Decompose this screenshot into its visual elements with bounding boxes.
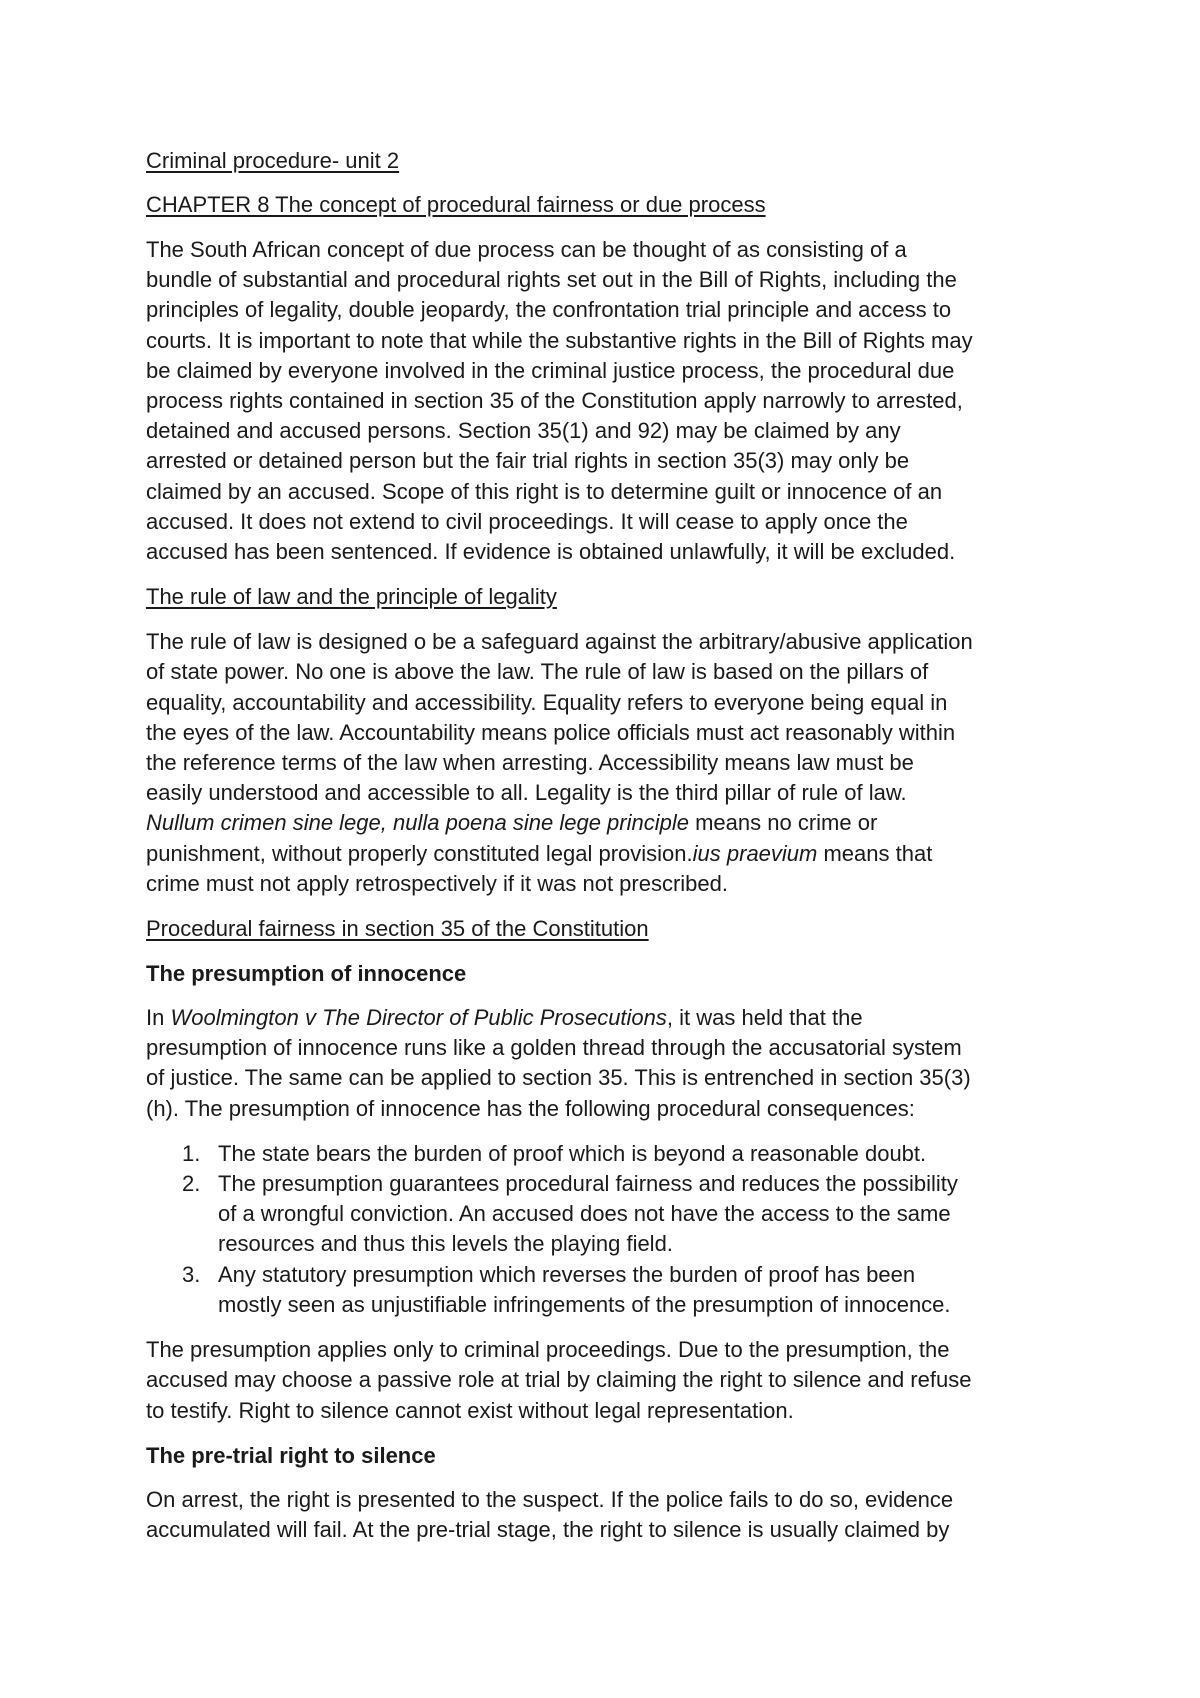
text-line: The South African concept of due process can be thought of as consisting of a: [146, 237, 907, 262]
text-line: accused. It does not extend to civil proceedings. It will cease to apply once the: [146, 508, 908, 534]
latin-term: ius praevium: [692, 840, 818, 866]
text-line: mostly seen as unjustifiable infringements of the presumption of innocence.: [218, 1291, 951, 1317]
text-line: accumulated will fail. At the pre-trial stage, the right to silence is usually claimed by: [146, 1516, 950, 1542]
text-line: equality, accountability and accessibility. Equality refers to everyone being equal in: [146, 689, 948, 715]
text-line: be claimed by everyone involved in the criminal justice process, the procedural due: [146, 357, 955, 383]
text-line: of state power. No one is above the law. The rule of law is based on the pillars of: [146, 659, 929, 685]
list-item: [146, 1169, 1070, 1260]
text-line: On arrest, the right is presented to the suspect. If the police fails to do so, evidence: [146, 1486, 954, 1512]
text-line: [146, 1003, 1070, 1033]
case-name: Woolmington v The Director of Public Prosecutions: [170, 1005, 667, 1031]
text-line: claimed by an accused. Scope of this right is to determine guilt or innocence of an: [146, 478, 943, 504]
consequences-list: [146, 1139, 1070, 1320]
document-title: Criminal procedure- unit 2: [146, 148, 400, 173]
text-line: easily understood and accessible to all. Legality is the third pillar of rule of law.: [146, 780, 907, 806]
procedural-fairness-heading: Procedural fairness in section 35 of the Constitution: [146, 916, 649, 942]
text-segment: means no crime or: [688, 810, 878, 836]
criminal-proceedings-paragraph: [146, 1335, 1070, 1426]
text-line: bundle of substantial and procedural rights set out in the Bill of Rights, including the: [146, 267, 957, 293]
presumption-heading: The presumption of innocence: [146, 961, 467, 987]
text-line: (h). The presumption of innocence has the following procedural consequences:: [146, 1095, 915, 1121]
text-line: The presumption guarantees procedural fairness and reduces the possibility: [218, 1171, 958, 1197]
list-item: [146, 1260, 1070, 1320]
text-line: resources and thus this levels the playing field.: [218, 1231, 673, 1257]
text-line: of a wrongful conviction. An accused does not have the access to the same: [218, 1201, 951, 1227]
list-number: 1.: [182, 1140, 201, 1166]
chapter-heading: CHAPTER 8 The concept of procedural fairness or due process: [146, 192, 766, 217]
pre-trial-silence-paragraph: [146, 1485, 1070, 1545]
due-process-paragraph: [146, 235, 1070, 567]
text-line: crime must not apply retrospectively if it was not prescribed.: [146, 870, 729, 896]
list-item: [146, 1139, 1070, 1169]
text-line: The presumption applies only to criminal proceedings. Due to the presumption, the: [146, 1337, 950, 1363]
text-line: [146, 839, 1070, 869]
rule-of-law-paragraph: [146, 627, 1070, 899]
list-number: 2.: [182, 1171, 201, 1197]
text-line: to testify. Right to silence cannot exist without legal representation.: [146, 1397, 794, 1423]
text-line: The rule of law is designed o be a safeguard against the arbitrary/abusive application: [146, 629, 973, 655]
text-line: courts. It is important to note that while the substantive rights in the Bill of Rights may: [146, 327, 973, 353]
text-line: [146, 808, 1070, 838]
text-line: arrested or detained person but the fair trial rights in section 35(3) may only be: [146, 448, 910, 474]
latin-maxim: Nullum crimen sine lege, nulla poena sine lege principle: [146, 810, 689, 836]
text-line: detained and accused persons. Section 35(1) and 92) may be claimed by any: [146, 418, 901, 444]
text-line: of justice. The same can be applied to section 35. This is entrenched in section 35(3): [146, 1065, 971, 1091]
text-line: principles of legality, double jeopardy, the confrontation trial principle and access to: [146, 297, 952, 323]
text-line: the reference terms of the law when arresting. Accessibility means law must be: [146, 750, 914, 776]
text-segment: punishment, without properly constituted legal provision.: [146, 840, 693, 866]
text-line: process rights contained in section 35 of the Constitution apply narrowly to arrested,: [146, 388, 963, 414]
text-line: accused has been sentenced. If evidence is obtained unlawfully, it will be excluded.: [146, 539, 956, 565]
pre-trial-silence-heading: The pre-trial right to silence: [146, 1442, 436, 1468]
text-segment: In: [146, 1005, 171, 1031]
text-line: accused may choose a passive role at trial by claiming the right to silence and refuse: [146, 1367, 972, 1393]
text-segment: means that: [817, 840, 933, 866]
rule-of-law-heading: The rule of law and the principle of legality: [146, 584, 557, 610]
text-line: the eyes of the law. Accountability means police officials must act reasonably within: [146, 719, 956, 745]
text-line: The state bears the burden of proof which is beyond a reasonable doubt.: [218, 1140, 927, 1166]
presumption-paragraph: [146, 1003, 1070, 1124]
text-segment: , it was held that the: [666, 1005, 863, 1031]
text-line: Any statutory presumption which reverses the burden of proof has been: [218, 1261, 916, 1287]
text-line: presumption of innocence runs like a golden thread through the accusatorial system: [146, 1035, 962, 1061]
list-number: 3.: [182, 1261, 201, 1287]
